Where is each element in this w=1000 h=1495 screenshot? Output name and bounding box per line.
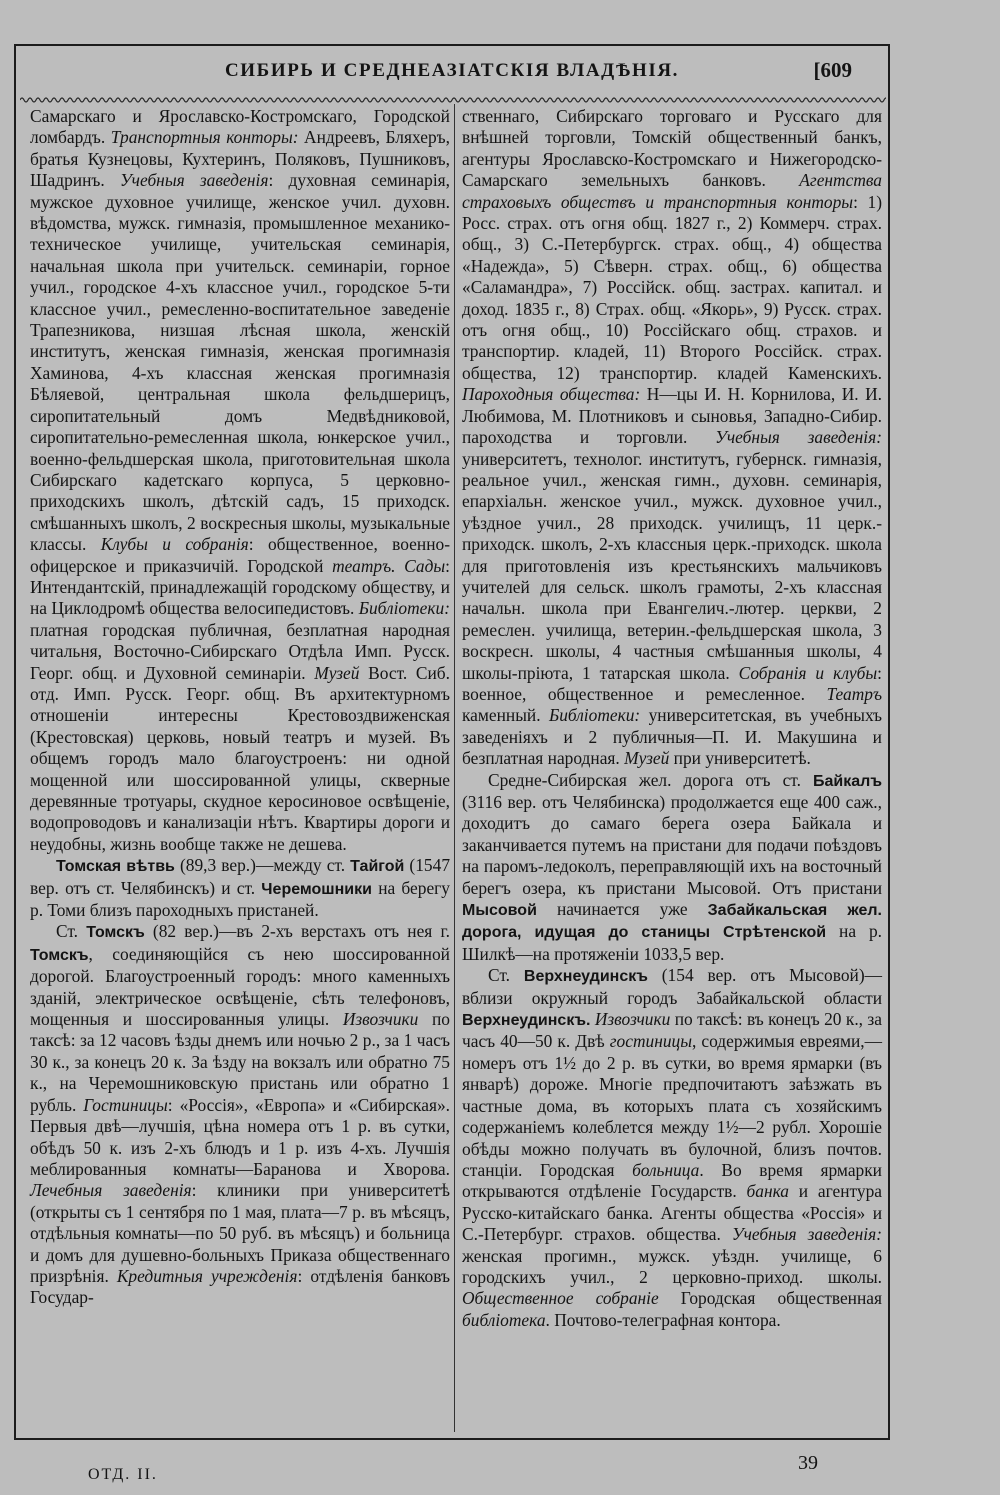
heading-bank: банка: [746, 1181, 789, 1202]
heading-schools: Учебныя заведенія: [119, 170, 269, 191]
footer-section-label: ОТД. II.: [88, 1466, 158, 1483]
heading-hospital: больница: [632, 1159, 700, 1180]
heading-public-assembly: Общественное собраніе: [462, 1288, 659, 1309]
heading-transport-offices: Транспортныя конторы:: [110, 127, 299, 148]
heading-schools-right: Учебныя заведенія:: [715, 427, 882, 448]
heading-insurance-agencies: Агентства страховыхъ обществъ и транспортныя конторы: [462, 170, 882, 212]
place-tomsk-branch: Томская вѣтвь: [56, 858, 175, 876]
paragraph-mid-siberian-railway: Средне-Сибирская жел. дорога отъ ст. Байкалъ (3116 вер. отъ Челябинска) продолжается еще 400 саж., доходитъ до самаго берега озера Байкала и заканчивается путемъ на пристани для подачи поѣздовъ на паромъ-ледоколъ, переправляющій ихъ на восточный берегъ озера, къ пристани Мысовой. Отъ пристани Мысовой начинается уже Забайкальская жел. дорога, идущая до станицы Стрѣтенской на р. Шилкѣ—на протяженіи 1033,5 вер.: [462, 769, 882, 964]
heading-museum-right: Музей: [624, 748, 670, 769]
paragraph-tomsk-banks-insurance: ственнаго, Сибирскаго торговаго и Русскаго для внѣшней торговли, Томскій общественный банкъ, агентуры Ярославско-Костромскаго и Нижегородско-Самарскаго земельныхъ банковъ. Агентства страховыхъ обществъ и транспортныя конторы: 1) Росс. страх. отъ огня общ. 1827 г., 2) Коммерч. страх. общ., 3) С.-Петербургск. страх. общ., 4) общества «Надежда», 5) Сѣверн. страх. общ., 6) общества «Саламандра», 7) Россійск. общ. застрах. капитал. и доход. 1835 г., 8) Страх. общ. «Якорь», 9) Русск. страх. отъ огня общ., 10) Россійскаго общ. страхов. и транспортир. кладей, 11) Второго Россійск. страх. общества, 12) транспортир. кладей Каменскихъ. Пароходныя общества: Н—цы И. Н. Корнилова, И. И. Любимова, М. Плотниковъ и сыновья, Западно-Сибир. пароходства и торговли. Учебныя заведенія: университетъ, технолог. институтъ, губернск. гимназія, реальное учил., женская гимн., духовн. семинарія, епархіальн. женское учил., мужск. духовное учил., уѣздное учил., 28 приходск. училищъ, 11 церк.-приходск. школъ, 2-хъ классныя церк.-приходск. школа для приготовленія изъ крестьянскихъ мальчиковъ учителей для сельск. школъ грамоты, 2-хъ классная начальн. школа при Евангелич.-лютер. церкви, 2 ремеслен. училища, ветерин.-фельдшерская школа, 3 воскресн. школы, 4 частныя смѣшанныя школы, 4 школы-пріюта, 1 татарская школа. Собранія и клубы: военное, общественное и ремесленное. Театръ каменный. Библіотеки: университетская, въ учебныхъ заведеніяхъ и 2 публичныя—П. И. Макушина и безплатная народная. Музей при университетѣ.: [462, 106, 883, 769]
heading-libraries-right: Библіотеки:: [548, 705, 641, 726]
footer-signature-number: 39: [798, 1452, 818, 1474]
heading-clubs: Клубы и собранія: [100, 534, 249, 555]
paragraph-tomsk-institutions: Самарскаго и Ярославско-Костромскаго, Городской ломбардъ. Транспортныя конторы: Андреевъ, Бляхеръ, братья Кузнецовы, Кухтеринъ, Поляковъ, Пушниковъ, Шадринъ. Учебныя заведенія: духовная семинарія, мужское духовное училище, женское учил. духовн. вѣдомства, мужск. гимназія, промышленное механико-техническое училище, учительская семинарія, начальная школа при учительск. семинаріи, горное учил., городское 4-хъ классное учил., городское 5-ти классное учил., ремесленно-воспитательное заведеніе Трапезникова, низшая лѣсная школа, женскій институтъ, женская гимназія, женская прогимназія Хаминова, 4-хъ классная женская прогимназія Бѣляевой, центральная школа фельдшерицъ, сиропитательный домъ Медвѣдниковой, сиропитательно-ремесленная школа, юнкерское учил., военно-фельдшерская школа, приготовительная школа Сибирскаго кадетскаго корпуса, 5 церковно-приходскихъ школъ, дѣтскій садъ, 15 приходск. смѣшанныхъ школъ, 2 воскресныя школы, музыкальные классы. Клубы и собранія: общественное, военно-офицерское и приказчичій. Городской театръ. Сады: Интендантскій, принадлежащій городскому обществу, и на Циклодромѣ общества велосипедистовъ. Библіотеки: платная городская публичная, безплатная народная читальня, Восточно-Сибирскаго Отдѣла Имп. Русск. Георг. общ. и Духовной семинаріи. Музей Вост. Сиб. отд. Имп. Русск. Георг. общ. Въ архитектурномъ отношеніи интересны Крестовоздвиженская (Крестовская) церковь, новый театръ и музей. Въ общемъ городъ мало благоустроенъ: ни одной мощенной или шоссированной улицы, скверные деревянные тротуары, скудное керосиновое освѣщеніе, водопроводовъ и канализаціи нѣтъ. Квартиры дороги и неудобны, жизнь вообще также не дешева.: [30, 106, 451, 854]
page-number: [609: [813, 58, 852, 82]
place-tomsk-city: Томскъ: [30, 946, 89, 964]
heading-steamship-companies: Пароходныя общества:: [462, 384, 641, 405]
heading-hotels: Гостиницы: [83, 1094, 168, 1115]
right-column: [462, 106, 882, 1331]
place-verkhneudinsk-station: Верхнеудинскъ: [523, 968, 648, 986]
heading-theatre-gardens: театръ. Сады: [332, 555, 446, 576]
place-taiga: Тайгой: [350, 858, 405, 876]
paragraph-tomsk-branch: Томская вѣтвь (89,3 вер.)—между ст. Тайгой (1547 вер. отъ ст. Челябинскъ) и ст. Черемошники на берегу р. Томи близъ пароходныхъ пристаней.: [30, 855, 451, 921]
running-head: [14, 58, 890, 94]
place-verkhneudinsk-city: Верхнеудинскъ.: [462, 1012, 591, 1030]
wavy-header-rule: [20, 96, 886, 104]
place-tomsk-station: Томскъ: [86, 924, 145, 942]
heading-medical: Лечебныя заведенія: [30, 1180, 192, 1201]
running-title: СИБИРЬ И СРЕДНЕАЗІАТСКІЯ ВЛАДѢНІЯ.: [224, 60, 680, 81]
heading-museum: Музей: [314, 662, 360, 683]
place-baikal: Байкалъ: [813, 772, 882, 790]
heading-libraries: Библіотеки:: [358, 598, 450, 619]
heading-hotels-right: гостиницы: [609, 1031, 693, 1052]
paragraph-verkhneudinsk: Ст. Верхнеудинскъ (154 вер. отъ Мысовой)—вблизи окружный городъ Забайкальской области Верхнеудинскъ. Извозчики по таксѣ: въ конецъ 20 к., за часъ 40—50 к. Двѣ гостиницы, содержимыя евреями,—номеръ отъ 1½ до 2 р. въ сутки, во время ярмарки (въ январѣ) дороже. Многіе предпочитаютъ заѣзжать въ частные дома, въ которыхъ плата съ хозяйскимъ содержаніемъ колеблется между 1½—2 рубл. Хорошіе обѣды можно получать въ булочной, близъ почтов. станціи. Городская больница. Во время ярмарки открываются отдѣленіе Государств. банка и агентура Русско-китайскаго банка. Агенты общества «Россія» и С.-Петербург. страхов. общества. Учебныя заведенія: женская прогимн., мужск. уѣздн. училище, 6 городскихъ учил., 2 церковно-приход. школы. Общественное собраніе Городская общественная библіотека. Почтово-телеграфная контора.: [462, 965, 883, 1330]
heading-library: библіотека: [462, 1309, 546, 1330]
heading-cabs: Извозчики: [342, 1009, 419, 1030]
heading-credit: Кредитныя учрежденія: [116, 1265, 298, 1286]
heading-schools-verkhneudinsk: Учебныя заведенія:: [731, 1224, 882, 1245]
left-column: [30, 106, 450, 1309]
column-divider: [454, 104, 455, 1432]
place-cheremoshniki: Черемошники: [261, 880, 372, 898]
place-mysovaya: Мысовой: [462, 902, 537, 920]
place-transbaikal-railway: Забайкальская жел. дорога, идущая до станицы Стрѣтенской: [462, 902, 882, 942]
paragraph-tomsk-station: Ст. Томскъ (82 вер.)—въ 2-хъ верстахъ отъ нея г. Томскъ, соединяющійся съ нею шоссированной дорогой. Благоустроенный городъ: много каменныхъ зданій, электрическое освѣщеніе, сѣть телефоновъ, мощенныя и шоссированныя улицы. Извозчики по таксѣ: за 12 часовъ ѣзды днемъ или ночью 2 р., за 1 часъ 30 к., за конецъ 20 к. За ѣзду на вокзалъ или обратно 75 к., на Черемошниковскую пристань или обратно 1 рубль. Гостиницы: «Россія», «Европа» и «Сибирская». Первыя двѣ—лучшія, цѣна номера отъ 1 р. въ сутки, обѣдъ 50 к. изъ 2-хъ блюдъ и 1 р. изъ 4-хъ. Лучшія меблированныя комнаты—Баранова и Хворова. Лечебныя заведенія: клиники при университетѣ (открыты съ 1 сентября по 1 мая, плата—7 р. въ мѣсяцъ, отдѣльныя комнаты—по 50 руб. въ мѣсяцъ) и больница и домъ для душевно-больныхъ Приказа общественнаго призрѣнія. Кредитныя учрежденія: отдѣленія банковъ Государ-: [30, 921, 450, 1308]
heading-cabs-right: Извозчики: [594, 1009, 671, 1030]
heading-theatre: Театръ: [826, 683, 882, 704]
heading-assemblies-clubs: Собранія и клубы: [738, 662, 878, 683]
